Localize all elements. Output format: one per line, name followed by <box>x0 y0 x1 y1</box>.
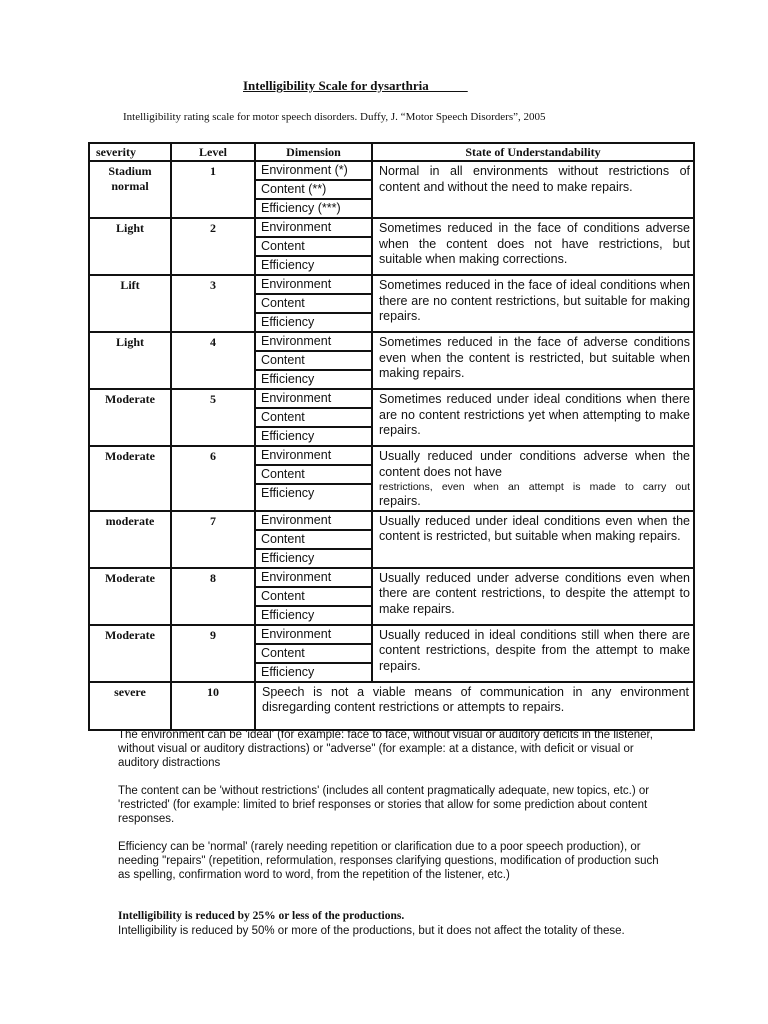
table-row <box>89 275 694 332</box>
dimension-item: Efficiency (***) <box>261 201 341 215</box>
level-cell: 10 <box>171 682 255 730</box>
table-row <box>89 389 694 446</box>
document-title: Intelligibility Scale for dysarthria <box>243 78 468 93</box>
dimension-cell <box>255 446 372 511</box>
dimension-item: Efficiency <box>261 372 315 386</box>
dimension-item: Efficiency <box>261 664 315 679</box>
state-cell <box>372 218 694 275</box>
level-cell: 5 <box>171 389 255 446</box>
level-cell: 3 <box>171 275 255 332</box>
state-text: Sometimes reduced under ideal conditions when there are no content restrictions yet when attempting to make repairs. <box>379 392 690 437</box>
dimension-item: Content <box>256 409 371 428</box>
dimension-item: Efficiency <box>261 486 315 500</box>
severity-cell: Moderate <box>89 389 171 446</box>
table-row <box>89 511 694 568</box>
dimension-cell <box>255 625 372 682</box>
severity-cell: moderate <box>89 511 171 568</box>
state-text: Usually reduced under ideal conditions even when the content is restricted, but suitable when making repairs. <box>379 513 690 543</box>
dimension-item: Efficiency <box>261 315 315 329</box>
dimension-item: Content <box>256 466 371 485</box>
dimension-item: Content <box>256 588 371 607</box>
state-text: Sometimes reduced in the face of adverse conditions even when the content is restricted, but suitable when making repairs. <box>379 335 690 380</box>
dimension-item: Content <box>256 295 371 314</box>
table-row <box>89 218 694 275</box>
state-cell <box>372 389 694 446</box>
note-efficiency: Efficiency can be 'normal' (rarely needing repetition or clarification due to a poor speech production), or needing "repairs" (repetition, reformulation, responses clarifying questions, modification of production such as spelling, confirmation word to word, from the repetition of the listener, etc.) <box>118 841 659 881</box>
severity-cell: Light <box>89 332 171 389</box>
dimension-item: Efficiency <box>261 550 315 565</box>
dimension-cell <box>255 218 372 275</box>
header-level: Level <box>171 143 255 161</box>
state-text: Usually reduced in ideal conditions still when there are content restrictions, despite from the attempt to make repairs. <box>379 627 690 673</box>
severity-cell: Lift <box>89 275 171 332</box>
state-text: Normal in all environments without restrictions of content and without the need to make repairs. <box>379 164 690 194</box>
dimension-item: Efficiency <box>261 429 315 443</box>
level-cell: 4 <box>171 332 255 389</box>
dimension-cell <box>255 332 372 389</box>
table-row-severe <box>89 682 694 730</box>
severity-cell: Light <box>89 218 171 275</box>
dimension-item: Environment (*) <box>256 162 371 181</box>
document-subtitle: Intelligibility rating scale for motor speech disorders. Duffy, J. “Motor Speech Disorders”, 2005 <box>123 111 546 123</box>
state-text-tail: repairs. <box>379 494 421 508</box>
dimension-item: Content (**) <box>256 181 371 200</box>
state-cell <box>372 275 694 332</box>
severe-state-cell: Speech is not a viable means of communication in any environment disregarding content restrictions or attempts to repairs. <box>255 682 694 730</box>
level-cell: 6 <box>171 446 255 511</box>
dimension-item: Content <box>256 238 371 257</box>
table-row <box>89 332 694 389</box>
level-cell: 8 <box>171 568 255 625</box>
dimension-cell <box>255 275 372 332</box>
state-text-small: restrictions, even when an attempt is made to carry out <box>379 481 690 493</box>
state-text: Sometimes reduced in the face of conditions adverse when the content does not have restrictions, but suitable when making corrections. <box>379 221 690 266</box>
dimension-cell <box>255 511 372 568</box>
header-dimension: Dimension <box>255 143 372 161</box>
dimension-cell <box>255 161 372 218</box>
dimension-item: Environment <box>256 219 371 238</box>
dimension-item: Environment <box>256 390 371 409</box>
state-text: Sometimes reduced in the face of ideal conditions when there are no content restrictions, but suitable for making repairs. <box>379 278 690 323</box>
state-cell <box>372 161 694 218</box>
state-cell <box>372 332 694 389</box>
severity-cell: severe <box>89 682 171 730</box>
state-text: Usually reduced under adverse conditions even when there are content restrictions, to despite the attempt to make repairs. <box>379 570 690 616</box>
severity-cell: Moderate <box>89 568 171 625</box>
state-cell <box>372 625 694 682</box>
header-state: State of Understandability <box>372 143 694 161</box>
severity-cell: Stadium normal <box>89 161 171 218</box>
table-body <box>89 161 694 730</box>
dimension-cell <box>255 389 372 446</box>
table-header-row <box>89 143 694 161</box>
dimension-item: Environment <box>256 276 371 295</box>
state-cell <box>372 511 694 568</box>
severity-cell: Moderate <box>89 446 171 511</box>
table-row <box>89 446 694 511</box>
level-cell: 2 <box>171 218 255 275</box>
state-cell <box>372 446 694 511</box>
dimension-item: Content <box>256 352 371 371</box>
dimension-cell <box>255 568 372 625</box>
dimension-item: Environment <box>256 512 371 531</box>
note-environment: The environment can be 'ideal' (for example: face to face, without visual or auditory deficits in the listener, without visual or auditory distractions) or "adverse" (for example: at a distance, with deficit or visual or auditory distractions <box>118 729 653 769</box>
header-severity: severity <box>89 143 171 161</box>
table-row <box>89 625 694 682</box>
dimension-item: Environment <box>256 333 371 352</box>
dimension-item: Content <box>256 645 371 664</box>
dimension-item: Efficiency <box>261 258 315 272</box>
level-cell: 9 <box>171 625 255 682</box>
dimension-item: Environment <box>256 569 371 588</box>
note-intelligibility-50: Intelligibility is reduced by 50% or more of the productions, but it does not affect the totality of these. <box>118 925 625 937</box>
intelligibility-scale-table <box>88 142 695 731</box>
dimension-item: Environment <box>256 447 371 466</box>
level-cell: 7 <box>171 511 255 568</box>
dimension-item: Content <box>256 531 371 550</box>
severity-cell: Moderate <box>89 625 171 682</box>
table-row <box>89 568 694 625</box>
state-cell <box>372 568 694 625</box>
table-row <box>89 161 694 218</box>
note-intelligibility-25: Intelligibility is reduced by 25% or less of the productions. <box>118 910 405 922</box>
dimension-item: Efficiency <box>261 607 315 622</box>
state-text: Usually reduced under conditions adverse when the content does not have <box>379 449 690 479</box>
level-cell: 1 <box>171 161 255 218</box>
dimension-item: Environment <box>256 626 371 645</box>
note-content: The content can be 'without restrictions' (includes all content pragmatically adequate, new topics, etc.) or 'restricted' (for example: limited to brief responses or stories that allow for some prediction about content responses. <box>118 785 650 825</box>
